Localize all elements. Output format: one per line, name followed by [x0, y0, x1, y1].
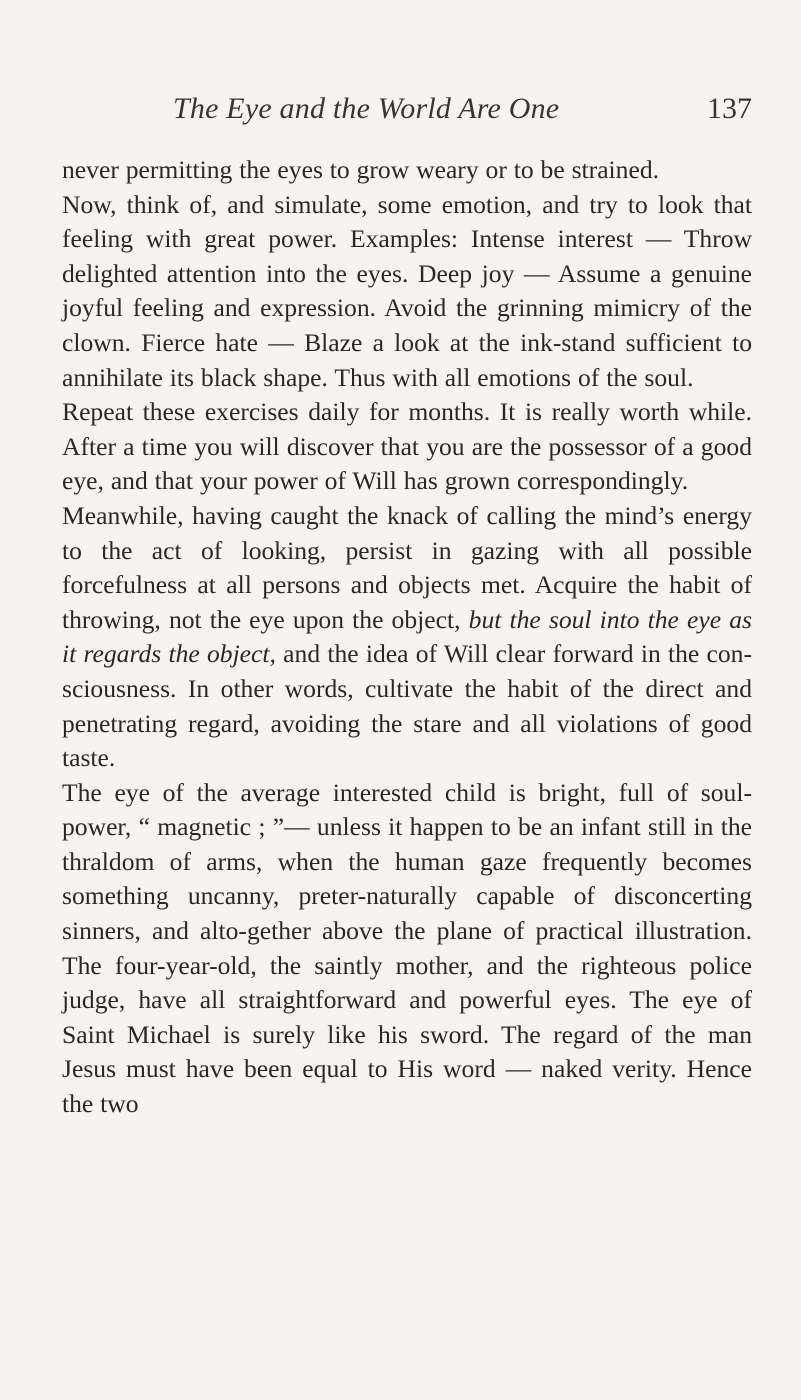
paragraph-4-before: Meanwhile, having caught the knack of calling the mind’s energy to the act of looking, persist in gazing with all possible forcefulness at all persons and objects met. Acquire the habit of throwing, not the eye upon the object,	[62, 500, 752, 634]
italic-emphasis: but the soul into the eye as it regards the object,	[62, 604, 752, 669]
page-number: 137	[707, 92, 752, 125]
body-text	[62, 153, 752, 1122]
paragraph-2: Now, think of, and simulate, some emotion, and try to look that feeling with great power. Examples: Intense interest — Throw delighted attention into the eyes. Deep joy — Assume a genuine joyful feeling and expression. Avoid the grinning mimicry of the clown. Fierce hate — Blaze a look at the ink-stand sufficient to annihilate its black shape. Thus with all emotions of the soul.	[62, 189, 752, 392]
running-title: The Eye and the World Are One	[173, 92, 560, 125]
paragraph-5: The eye of the average interested child is bright, full of soul-power, “ magnetic ; ”— unless it happen to be an infant still in the thraldom of arms, when the human gaze frequently becomes something uncanny, preter-naturally capable of disconcerting sinners, and alto-gether above the plane of practical illustration. The four-year-old, the saintly mother, and the righteous police judge, have all straightforward and powerful eyes. The eye of Saint Michael is surely like his sword. The regard of the man Jesus must have been equal to His word — naked verity. Hence the two	[62, 777, 752, 1119]
running-head	[62, 92, 752, 132]
paragraph-4	[62, 499, 752, 776]
paragraph-3: Repeat these exercises daily for months. It is really worth while. After a time you will discover that you are the possessor of a good eye, and that your power of Will has grown correspondingly.	[62, 397, 752, 496]
paragraph-4-after: and the idea of Will clear forward in the con-sciousness. In other words, cultivate the habit of the direct and penetrating regard, avoiding the stare and all violations of good taste.	[62, 639, 752, 773]
paragraph-1: never permitting the eyes to grow weary or to be strained.	[62, 155, 660, 184]
